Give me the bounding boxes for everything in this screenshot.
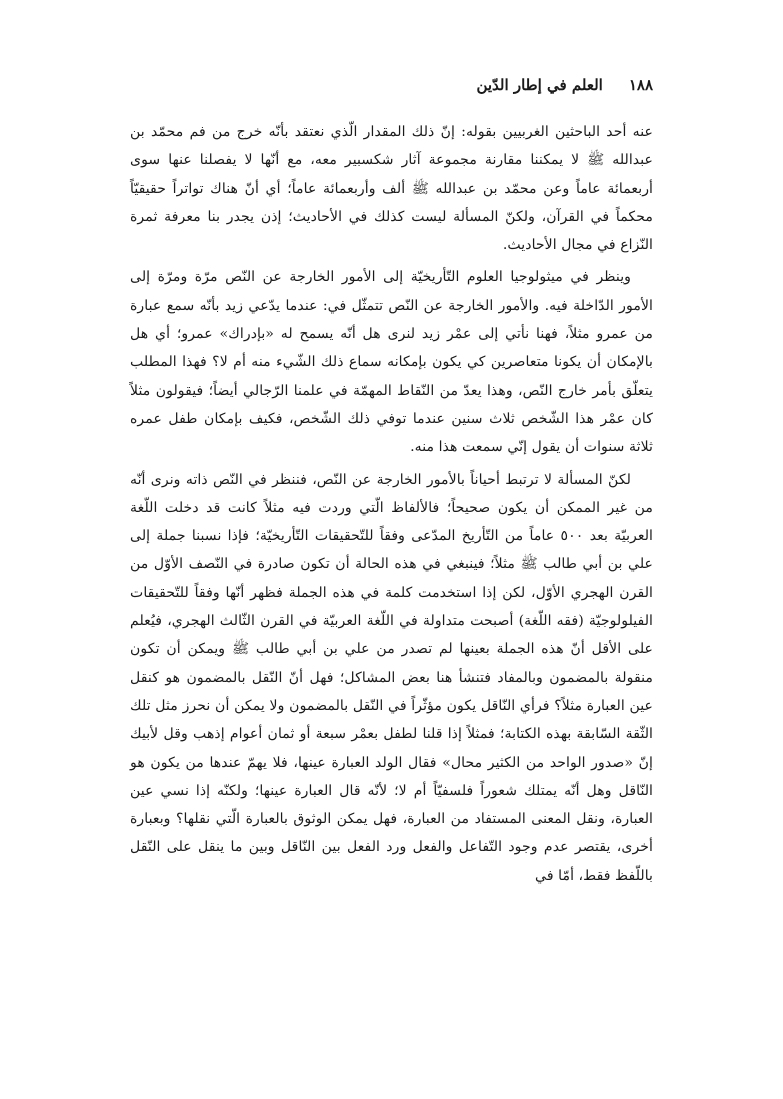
running-header (130, 70, 653, 100)
paragraph-1: عنه أحد الباحثين الغربيين بقوله: إنّ ذلك المقدار الّذي نعتقد بأنّه خرج من فم محمّد بن عبدالله ﷺ لا يمكننا مقارنة مجموعة آثار شكسبير معه، مع أنّها لا يفصلنا عنها سوى أربعمائة عاماً وعن محمّد بن عبدالله ﷺ ألف وأربعمائة عاماً؛ أي أنّ هناك تواتراً حقيقيّاً محكماً في القرآن، ولكنّ المسألة ليست كذلك في الأحاديث؛ إذن يجدر بنا معرفة ثمرة النّزاع في مجال الأحاديث. (130, 124, 653, 254)
page-number: ١٨٨ (628, 76, 653, 94)
paragraph-3: لكنّ المسألة لا ترتبط أحياناً بالأمور الخارجة عن النّص، فننظر في النّص ذاته ونرى أنّه من غير الممكن أن يكون صحيحاً؛ فالألفاظ الّتي وردت فيه مثلاً كانت قد دخلت اللّغة العربيّة بعد ٥٠٠ عاماً من التّأريخ المدّعى وفقاً للتّحقيقات التّأريخيّة؛ فإذا نسبنا جملة إلى علي بن أبي طالب ﷺ مثلاً؛ فينبغي في هذه الحالة أن تكون صادرة في النّصف الأوّل من القرن الهجري الأوّل، لكن إذا استخدمت كلمة في هذه الجملة فظهر أنّها وفقاً للتّحقيقات الفيلولوجيّة (فقه اللّغة) أصبحت متداولة في اللّغة العربيّة في القرن الثّالث الهجري، فيُعلم على الأقل أنّ هذه الجملة بعينها لم تصدر من علي بن أبي طالب ﷺ ويمكن أن تكون منقولة بالمضمون وبالمفاد فتنشأ هنا بعض المشاكل؛ فهل أنّ النّقل بالمضمون هو كنقل عين العبارة مثلاً؟ فرأي النّاقل يكون مؤثّراً في النّقل بالمضمون ولا يمكن أن نحرز مثل تلك الثّقة السّابقة بهذه الكتابة؛ فمثلاً إذا قلنا لطفل بعمْر سبعة أو ثمان أعوام إذهب وقل لأبيك إنّ «صدور الواحد من الكثير محال» فقال الولد العبارة عينها، فلا يهمّ عندها من يكون هو النّاقل وهل أنّه يمتلك شعوراً فلسفيّاً أم لا؛ لأنّه قال العبارة عينها؛ ولكنّه إذا نسي عين العبارة، ونقل المعنى المستفاد من العبارة، فهل يمكن الوثوق بالعبارة الّتي نقلها؟ وبعبارة أخرى، يقتصر عدم وجود التّفاعل والفعل ورد الفعل بين النّاقل وبين ما ينقل على النّقل باللّفظ فقط، أمّا في (130, 471, 653, 884)
header-title: العلم في إطار الدّين (476, 76, 603, 94)
body-text (130, 118, 653, 890)
paragraph-2: وينظر في ميثولوجيا العلوم التّأريخيّة إلى الأمور الخارجة عن النّص مرّة ومرّة إلى الأمور الدّاخلة فيه. والأمور الخارجة عن النّص تتمثّل في: عندما يدّعي زيد بأنّه سمع عبارة من عمرو مثلاً، فهنا نأتي إلى عمْر زيد لنرى هل أنّه يسمح له «بإدراك» عمرو؛ أي هل بالإمكان أن يكونا متعاصرين كي يكون بإمكانه سماع ذلك الشّيء منه أم لا؟ فهذا المطلب يتعلّق بأمر خارج النّص، وهذا يعدّ من النّقاط المهمّة في علمنا الرّجالي أيضاً؛ فيقولون مثلاً كان عمْر هذا الشّخص ثلاث سنين عندما توفي ذلك الشّخص، فكيف بإمكان طفل عمره ثلاثة سنوات أن يقول إنّي سمعت هذا منه. (130, 269, 653, 456)
